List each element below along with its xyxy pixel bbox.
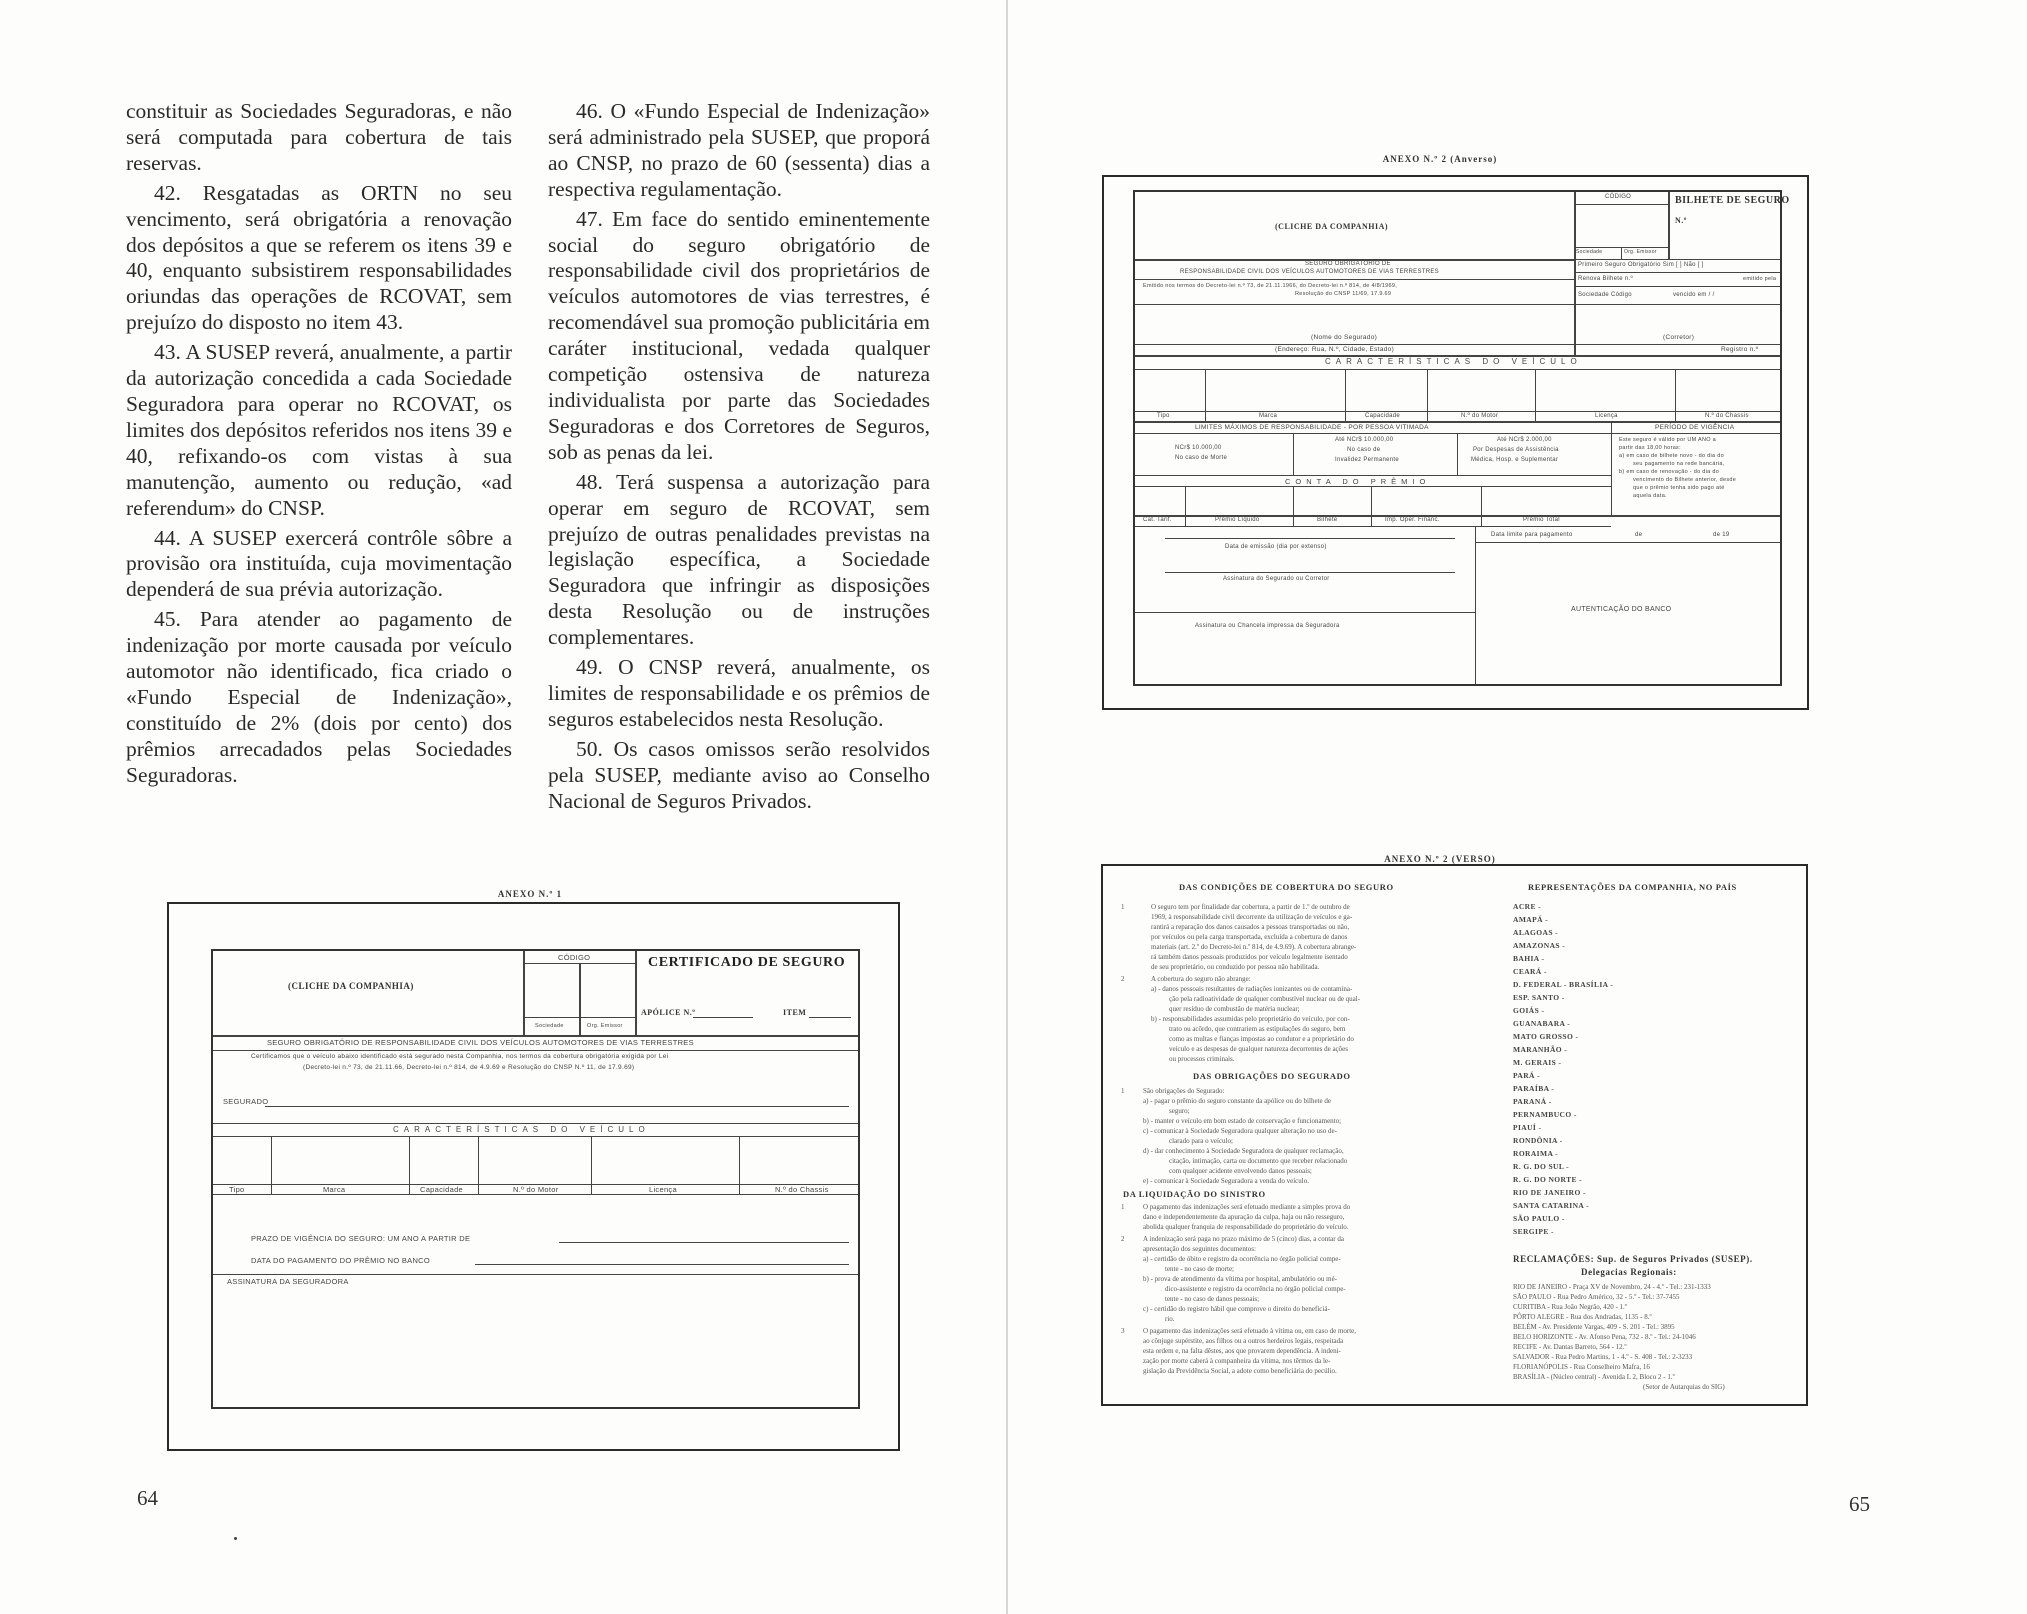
obrigacoes-line: com qualquer acidente envolvendo danos pessoais; — [1169, 1167, 1312, 1175]
responsabilidade-civil: RESPONSABILIDADE CIVIL DOS VEÍCULOS AUTOMOTORES DE VIAS TERRESTRES — [1180, 269, 1439, 275]
state-guanabara: GUANABARA - — [1513, 1019, 1571, 1028]
rule — [1371, 486, 1372, 526]
vigencia-text-4: seu pagamento na rede bancária, — [1633, 461, 1725, 467]
paragraph-50: 50. Os casos omissos serão resolvidos pela SUSEP, mediante aviso ao Conselho Nacional de Seguros Privados. — [548, 736, 930, 813]
col-licenca: Licença — [1595, 413, 1618, 419]
rule — [1135, 433, 1611, 434]
delegacia-line: RECIFE - Av. Dantas Barreto, 564 - 12.º — [1513, 1343, 1627, 1351]
col-marca: Marca — [323, 1185, 346, 1194]
rule — [1675, 369, 1676, 421]
col-chassis: N.º do Chassis — [1705, 413, 1749, 419]
obrigacoes-line: São obrigações do Segurado: — [1143, 1087, 1225, 1095]
rule — [1293, 433, 1294, 475]
paragraph-46: 46. O «Fundo Especial de Indenização» será administrado pela SUSEP, que proporá ao CNSP, no prazo de 60 (sessenta) dias a respectiva regulamentação. — [548, 99, 930, 201]
rule — [739, 1136, 740, 1194]
paragraph-42: 42. Resgatadas as ORTN no seu vencimento, será obrigatória a renovação dos depósitos a que se referem os itens 39 e 40, enquanto subsistirem responsabilidades oriundas das operações de RCOVAT, sem prejuízo do disposto no item 43. — [126, 180, 512, 335]
obrigacoes-line: seguro; — [1169, 1107, 1190, 1115]
state-amapa: AMAPÁ - — [1513, 915, 1549, 924]
bilhete-title: BILHETE DE SEGURO — [1675, 195, 1790, 206]
limite-morte-valor: NCr$ 10.000,00 — [1175, 445, 1222, 451]
obrigacoes-line: b) - manter o veículo em bom estado de conservação e funcionamento; — [1143, 1117, 1342, 1125]
data-limite-de-19: de 19 — [1713, 532, 1730, 538]
assinatura-segurado-label: Assinatura do Segurado ou Corretor — [1223, 576, 1330, 582]
rule — [1621, 247, 1622, 259]
emitido-pela: emitido pela — [1743, 276, 1777, 282]
vigencia-text-8: aquela data. — [1633, 493, 1667, 499]
rule — [213, 1274, 858, 1275]
rule — [1475, 526, 1476, 684]
state-maranhao: MARANHÃO - — [1513, 1045, 1568, 1054]
rule — [478, 1136, 479, 1194]
segurado-label: SEGURADO — [223, 1097, 269, 1106]
rule — [579, 963, 581, 1035]
emitido-nos-termos: Emitido nos termos do Decreto-lei n.º 73, de 21.11.1966, do Decreto-lei n.º 814, de 4/8/1969, — [1143, 283, 1398, 289]
limite-invalidez-label: No caso de — [1347, 447, 1381, 453]
obrigacoes-line: c) - comunicar à Sociedade Seguradora qualquer alteração no uso de- — [1143, 1127, 1337, 1135]
clause-number: 1 — [1121, 903, 1125, 911]
rule — [1135, 344, 1780, 345]
clause-number: 2 — [1121, 975, 1125, 983]
right-page — [1010, 0, 2027, 1614]
vigencia-text-1: Este seguro é válido por UM ANO a — [1619, 437, 1717, 443]
state-parana: PARANÁ - — [1513, 1097, 1552, 1106]
state-alagoas: ALAGOAS - — [1513, 928, 1559, 937]
data-pagamento-line — [475, 1264, 849, 1265]
delegacia-line: RIO DE JANEIRO - Praça XV de Novembro, 24 - 4.º - Tel.: 231-1333 — [1513, 1283, 1711, 1291]
page-number-right: 65 — [1849, 1492, 1870, 1516]
rule — [1475, 542, 1780, 543]
cobertura-line: O seguro tem por finalidade dar cobertura, a partir de 1.º de outubro de — [1151, 903, 1350, 911]
cobertura-heading: DAS CONDIÇÕES DE COBERTURA DO SEGURO — [1179, 882, 1394, 892]
corretor-label: (Corretor) — [1663, 334, 1695, 341]
delegacia-line: BELÉM - Av. Presidente Vargas, 409 - S. 201 - Tel.: 3895 — [1513, 1323, 1675, 1331]
state-distrito-federal: D. FEDERAL - BRASÍLIA - — [1513, 980, 1614, 989]
liquidacao-line: zação por morte caberá à companheira da vítima, nos têrmos da le- — [1143, 1357, 1331, 1365]
prazo-line — [559, 1242, 849, 1243]
rule — [213, 1050, 858, 1051]
rule — [1535, 369, 1536, 421]
state-roraima: RORAIMA - — [1513, 1149, 1559, 1158]
delegacia-line: FLORIANÓPOLIS - Rua Conselheiro Mafra, 16 — [1513, 1363, 1650, 1371]
rule — [1135, 612, 1475, 613]
bilhete-inner-frame — [1133, 190, 1790, 686]
clause-number: 1 — [1121, 1203, 1125, 1211]
rule — [409, 1136, 410, 1194]
state-bahia: BAHIA - — [1513, 954, 1545, 963]
state-minas-gerais: M. GERAIS - — [1513, 1058, 1562, 1067]
cobertura-line: ou processos criminais. — [1169, 1055, 1235, 1063]
liquidacao-line: c) - certidão do registro hábil que comprove o direito do beneficiá- — [1143, 1305, 1330, 1313]
rule — [213, 1194, 858, 1195]
liquidacao-line: gislação da Previdência Social, a adote como beneficiária do pecúlio. — [1143, 1367, 1337, 1375]
state-para: PARÁ - — [1513, 1071, 1541, 1080]
text-column-1 — [126, 99, 512, 793]
reclamacoes-heading: RECLAMAÇÕES: Sup. de Seguros Privados (SUSEP). — [1513, 1254, 1753, 1264]
cobertura-line: A cobertura do seguro não abrange: — [1151, 975, 1251, 983]
sociedade-codigo: Sociedade Código — [1578, 292, 1632, 298]
rule — [1574, 259, 1780, 260]
item-line — [809, 1017, 851, 1018]
limites-header: LIMITES MÁXIMOS DE RESPONSABILIDADE - POR PESSOA VITIMADA — [1195, 424, 1429, 431]
cobertura-line: por veículos ou pela carga transportada, excluída a cobertura de danos — [1151, 933, 1348, 941]
clause-number: 1 — [1121, 1087, 1125, 1095]
rule — [1135, 279, 1576, 280]
rule — [1574, 272, 1780, 273]
anexo1-certificate-form — [167, 902, 900, 1451]
certificate-title: CERTIFICADO DE SEGURO — [648, 955, 846, 970]
liquidacao-line: A indenização será paga no prazo máximo de 5 (cinco) dias, a contar da — [1143, 1235, 1344, 1243]
state-acre: ACRE - — [1513, 902, 1542, 911]
rule — [1481, 486, 1482, 526]
state-espirito-santo: ESP. SANTO - — [1513, 993, 1565, 1002]
clause-number: 2 — [1121, 1235, 1125, 1243]
endereco-label: (Endereço: Rua, N.º, Cidade, Estado) — [1275, 346, 1395, 353]
rule — [1293, 486, 1294, 526]
caracteristicas-header: CARACTERÍSTICAS DO VEÍCULO — [1325, 357, 1582, 366]
vigencia-text-3: a) em caso de bilhete novo - do dia do — [1619, 453, 1724, 459]
liquidacao-line: rio. — [1165, 1315, 1175, 1323]
data-limite-label: Data limite para pagamento — [1491, 532, 1573, 538]
paragraph: constituir as Sociedades Seguradoras, e não será computada para cobertura de tais reservas. — [126, 99, 512, 175]
org-emissor-label: Org. Emissor — [587, 1023, 623, 1029]
state-goias: GOIÁS - — [1513, 1006, 1545, 1015]
renova-bilhete: Renova Bilhete n.º — [1578, 276, 1633, 282]
cobertura-line: a) - danos pessoais resultantes de radiações ionizantes ou de contamina- — [1151, 985, 1353, 993]
cobertura-line: quer resíduo de combustão de matéria nuclear; — [1169, 1005, 1300, 1013]
limite-despesas-label: Por Despesas de Assistência — [1473, 447, 1559, 453]
vigencia-text-5: b) em caso de renovação - do dia do — [1619, 469, 1720, 475]
paragraph-43: 43. A SUSEP reverá, anualmente, a partir da autorização concedida a cada Sociedade Seguradora para operar no RCOVAT, os limites dos depósitos referidos nos itens 39 e 40, refixando-os com vistas à sua manutenção, aumento ou redução, «ad referendum» do CNSP. — [126, 340, 512, 520]
codigo-label: CÓDIGO — [1605, 194, 1632, 200]
rule — [1457, 433, 1458, 475]
state-rio-grande-do-norte: R. G. DO NORTE - — [1513, 1175, 1583, 1184]
rule — [1135, 369, 1780, 370]
sociedade-label: Sociedade — [535, 1023, 564, 1029]
cobertura-line: como as multas e fianças impostas ao condutor e a proprietário do — [1169, 1035, 1354, 1043]
cobertura-line: rá também danos pessoais produzidos por veículo legalmente isentado — [1151, 953, 1348, 961]
emissao-line — [1165, 538, 1455, 539]
liquidacao-line: dano e independentemente da apuração da culpa, haja ou não resseguro, — [1143, 1213, 1345, 1221]
col-capacidade: Capacidade — [1365, 413, 1401, 419]
state-paraiba: PARAÍBA - — [1513, 1084, 1555, 1093]
decreto-text: (Decreto-lei n.º 73, de 21.11.66, Decreto-lei n.º 814, de 4.9.69 e Resolução do CNSP N.º 11, de 17.9.69) — [303, 1064, 635, 1071]
rule — [1574, 192, 1576, 357]
cobertura-line: materiais (art. 2.º do Decreto-lei n.º 814, de 4.9.69). A cobertura abrange- — [1151, 943, 1357, 951]
rule — [523, 1017, 635, 1018]
conta-premio-header: CONTA DO PRÊMIO — [1285, 477, 1431, 486]
col-tipo: Tipo — [1157, 413, 1170, 419]
resolucao-cnsp: Resolução do CNSP 11/69, 17.9.69 — [1295, 291, 1392, 297]
state-rio-grande-do-sul: R. G. DO SUL - — [1513, 1162, 1570, 1171]
state-rio-de-janeiro: RIO DE JANEIRO - — [1513, 1188, 1586, 1197]
delegacia-line: BELO HORIZONTE - Av. Afonso Pena, 732 - 8.º - Tel.: 24-1046 — [1513, 1333, 1696, 1341]
cobertura-line: veículo e as despesas de qualquer natureza decorrentes de ações — [1169, 1045, 1348, 1053]
limite-morte-label: No caso de Morte — [1175, 455, 1228, 461]
liquidacao-line: apresentação dos seguintes documentos: — [1143, 1245, 1256, 1253]
cobertura-line: rantirá a reparação dos danos causados a pessoas transportadas ou não, — [1151, 923, 1350, 931]
col-motor: N.º do Motor — [1461, 413, 1499, 419]
liquidacao-line: dico-assistente e registro da ocorrência no órgão policial compe- — [1165, 1285, 1346, 1293]
liquidacao-line: tente - no caso de danos pessoais; — [1165, 1295, 1260, 1303]
col-premio-liquido: Prêmio Líquido — [1215, 517, 1260, 523]
item-label: ITEM — [783, 1008, 807, 1017]
codigo-label: CÓDIGO — [558, 953, 591, 962]
col-marca: Marca — [1259, 413, 1278, 419]
state-sergipe: SERGIPE - — [1513, 1227, 1554, 1236]
col-capacidade: Capacidade — [420, 1185, 464, 1194]
liquidacao-line: a) - certidão de óbito e registro da ocorrência no órgão policial compe- — [1143, 1255, 1341, 1263]
certificate-inner-frame — [211, 949, 860, 1409]
certificamos-text: Certificamos que o veículo abaixo identificado está segurado nesta Companhia, nos termos da cobertura obrigatória exigida por Lei — [251, 1053, 669, 1060]
col-cat-tarif: Cat. Tarif. — [1143, 517, 1172, 523]
delegacia-line: PÔRTO ALEGRE - Rua dos Andradas, 1135 - 8.º — [1513, 1313, 1652, 1321]
seguro-line: SEGURO OBRIGATÓRIO DE RESPONSABILIDADE CIVIL DOS VEÍCULOS AUTOMOTORES DE VIAS TERRESTRES — [267, 1038, 694, 1047]
anexo2-verso-form — [1101, 864, 1808, 1406]
rule — [591, 1136, 592, 1194]
state-amazonas: AMAZONAS - — [1513, 941, 1566, 950]
col-motor: N.º do Motor — [513, 1185, 559, 1194]
state-ceara: CEARÁ - — [1513, 967, 1547, 976]
rule — [1185, 486, 1186, 526]
cliche-label: (CLICHE DA COMPANHIA) — [288, 981, 414, 991]
chancela-label: Assinatura ou Chancela impressa da Seguradora — [1195, 623, 1340, 629]
rule — [213, 1035, 858, 1037]
seguro-obrigatorio: SEGURO OBRIGATÓRIO DE — [1305, 261, 1391, 267]
rule — [1345, 369, 1346, 421]
liquidacao-line: tente - no caso de morte; — [1165, 1265, 1235, 1273]
paragraph-49: 49. O CNSP reverá, anualmente, os limites de responsabilidade e os prêmios de seguros estabelecidos nesta Resolução. — [548, 655, 930, 731]
cobertura-line: de seu proprietário, ou conduzido por pessoa não habilitada. — [1151, 963, 1320, 971]
sociedade-label: Sociedade — [1576, 249, 1603, 255]
liquidacao-line: O pagamento das indenizações será efetuado mediante a simples prova do — [1143, 1203, 1351, 1211]
liquidacao-line: abolida qualquer franquia de responsabilidade do proprietário do veículo. — [1143, 1223, 1349, 1231]
delegacias-heading: Delegacias Regionais: — [1581, 1267, 1677, 1277]
org-emissor-label: Org. Emissor — [1624, 249, 1657, 255]
rule — [1135, 421, 1780, 423]
state-rondonia: RONDÔNIA - — [1513, 1136, 1563, 1145]
paragraph-48: 48. Terá suspensa a autorização para operar em seguro de RCOVAT, sem prejuízo de outras penalidades previstas na legislação específica, a Sociedade Seguradora que infringir as disposições desta Resolução ou de instruções complementares. — [548, 469, 930, 650]
caracteristicas-header: CARACTERÍSTICAS DO VEÍCULO — [393, 1125, 650, 1134]
delegacia-line: SÃO PAULO - Rua Pedro Américo, 32 - 5.º - Tel.: 37-7455 — [1513, 1293, 1680, 1301]
rule — [1135, 411, 1780, 412]
rule — [213, 1123, 858, 1124]
text-column-2 — [548, 99, 930, 818]
rule — [1427, 369, 1428, 421]
speck — [234, 1537, 237, 1540]
cobertura-line: ção pela radioatividade de qualquer combustível nuclear ou de qual- — [1169, 995, 1361, 1003]
anexo2-verso-caption: ANEXO N.º 2 (VERSO) — [1384, 854, 1496, 864]
delegacia-line: BRASÍLIA - (Núcleo central) - Avenida L 2, Bloco 2 - 1.º — [1513, 1373, 1675, 1381]
rule — [213, 1136, 858, 1137]
limite-invalidez-valor: Até NCr$ 10.000,00 — [1335, 437, 1394, 443]
cobertura-line: b) - responsabilidades assumidas pelo proprietário do veículo, por con- — [1151, 1015, 1350, 1023]
data-pagamento-label: DATA DO PAGAMENTO DO PRÊMIO NO BANCO — [251, 1256, 431, 1265]
obrigacoes-line: a) - pagar o prêmio do seguro constante da apólice ou do bilhete de — [1143, 1097, 1331, 1105]
apolice-label: APÓLICE N.º — [641, 1008, 696, 1017]
book-gutter — [1006, 0, 1008, 1614]
col-imp-oper: Imp. Oper. Financ. — [1385, 517, 1440, 523]
anexo1-caption: ANEXO N.º 1 — [497, 889, 563, 899]
rule — [1135, 304, 1780, 305]
anexo2-bilhete-form — [1102, 175, 1809, 710]
state-sao-paulo: SÃO PAULO - — [1513, 1214, 1565, 1223]
cliche-label: (CLICHE DA COMPANHIA) — [1275, 222, 1389, 231]
apolice-line — [693, 1017, 753, 1018]
page-number-left: 64 — [137, 1486, 158, 1510]
obrigacoes-line: citação, intimação, carta ou documento que receber relacionado — [1169, 1157, 1348, 1165]
col-licenca: Licença — [649, 1185, 677, 1194]
vigencia-text-6: vencimento do Bilhete anterior, desde — [1633, 477, 1737, 483]
delegacia-line: (Setor de Autarquias do SIG) — [1643, 1383, 1725, 1391]
liquidacao-heading: DA LIQUIDAÇÃO DO SINISTRO — [1123, 1189, 1266, 1199]
col-tipo: Tipo — [229, 1185, 245, 1194]
rule — [1135, 475, 1611, 476]
vigencia-text-7: que o prêmio tenha sido pago até — [1633, 485, 1725, 491]
rule — [1135, 486, 1611, 487]
clause-number: 3 — [1121, 1327, 1125, 1335]
segurado-line — [265, 1106, 849, 1107]
vigencia-text-2: partir das 18,00 horas: — [1619, 445, 1681, 451]
numero-label: N.º — [1675, 216, 1687, 225]
periodo-vigencia-header: PERÍODO DE VIGÊNCIA — [1655, 424, 1735, 431]
paragraph-47: 47. Em face do sentido eminentemente social do seguro obrigatório de responsabilidade civil dos proprietários de veículos automotores de vias terrestres, é recomendável sua promoção publicitária em caráter institucional, vedada qualquer competição ostensiva de natureza individualista por parte das Sociedades Seguradoras e dos Corretores de Seguros, sob as penas da lei. — [548, 206, 930, 464]
cobertura-line: 1969, à responsabilidade civil decorrente da utilização de veículos e ga- — [1151, 913, 1353, 921]
registro-label: Registro n.º — [1721, 346, 1759, 353]
rule — [1611, 433, 1780, 434]
rule — [1668, 192, 1670, 259]
left-page — [0, 0, 1010, 1614]
autenticacao-banco-label: AUTENTICAÇÃO DO BANCO — [1571, 606, 1672, 613]
limite-despesas-label-2: Médica, Hosp. e Suplementar — [1471, 457, 1559, 463]
rule — [1611, 485, 1612, 515]
delegacia-line: CURITIBA - Rua João Negrão, 420 - 1.º — [1513, 1303, 1627, 1311]
assinatura-seguradora-label: ASSINATURA DA SEGURADORA — [227, 1277, 349, 1286]
obrigacoes-heading: DAS OBRIGAÇÕES DO SEGURADO — [1193, 1071, 1351, 1081]
obrigacoes-line: d) - dar conhecimento à Sociedade Seguradora de qualquer reclamação, — [1143, 1147, 1344, 1155]
paragraph-44: 44. A SUSEP exercerá contrôle sôbre a provisão ora instituída, cuja movimentação dependerá de sua prévia autorização. — [126, 525, 512, 602]
rule — [1205, 369, 1206, 421]
col-chassis: N.º do Chassis — [775, 1185, 829, 1194]
rule — [523, 963, 635, 964]
assinatura-line — [1165, 572, 1455, 573]
liquidacao-line: esta ordem e, na falta dêstes, aos que provarem dependência. A indeni- — [1143, 1347, 1341, 1355]
nome-segurado: (Nome do Segurado) — [1311, 334, 1378, 341]
limite-invalidez-label-2: Invalidez Permanente — [1335, 457, 1400, 463]
state-mato-grosso: MATO GROSSO - — [1513, 1032, 1579, 1041]
rule — [635, 951, 637, 1035]
prazo-label: PRAZO DE VIGÊNCIA DO SEGURO: UM ANO A PARTIR DE — [251, 1234, 471, 1243]
liquidacao-line: O pagamento das indenizações será efetuado à vítima ou, em caso de morte, — [1143, 1327, 1357, 1335]
cobertura-line: trato ou acôrdo, que contrariem as estipulações do seguro, bem — [1169, 1025, 1346, 1033]
liquidacao-line: b) - prova de atendimento da vítima por hospital, ambulatório ou mé- — [1143, 1275, 1338, 1283]
delegacia-line: SALVADOR - Rua Pedro Martins, 1 - 4.º - S. 408 - Tel.: 2-3233 — [1513, 1353, 1693, 1361]
representacoes-heading: REPRESENTAÇÕES DA COMPANHIA, NO PAÍS — [1528, 882, 1737, 892]
primeiro-seguro: Primeiro Seguro Obrigatório Sim [ ] Não [ ] — [1578, 262, 1704, 268]
col-premio-total: Prêmio Total — [1523, 517, 1560, 523]
obrigacoes-line: clarado para o veículo; — [1169, 1137, 1233, 1145]
state-pernambuco: PERNAMBUCO - — [1513, 1110, 1577, 1119]
liquidacao-line: ao cônjuge supérstite, aos filhos ou a outros herdeiros legais, respeitada — [1143, 1337, 1344, 1345]
col-bilhete: Bilhete — [1317, 517, 1338, 523]
paragraph-45: 45. Para atender ao pagamento de indenização por morte causada por veículo automotor não identificado, fica criado o «Fundo Especial de Indenização», constituído de 2% (dois por cento) dos prêmios arrecadados pelas Sociedades Seguradoras. — [126, 607, 512, 787]
rule — [271, 1136, 272, 1194]
rule — [1574, 286, 1780, 287]
limite-despesas-valor: Até NCr$ 2.000,00 — [1497, 437, 1552, 443]
obrigacoes-line: e) - comunicar à Sociedade Seguradora a venda do veículo. — [1143, 1177, 1309, 1185]
data-limite-de: de — [1635, 532, 1643, 538]
anexo2-anverso-caption: ANEXO N.º 2 (Anverso) — [1382, 154, 1498, 164]
rule — [1135, 526, 1611, 527]
state-piaui: PIAUÍ - — [1513, 1123, 1542, 1132]
data-emissao-label: Data de emissão (dia por extenso) — [1225, 544, 1327, 550]
state-santa-catarina: SANTA CATARINA - — [1513, 1201, 1589, 1210]
rule — [1574, 204, 1668, 205]
vencido-em: vencido em / / — [1673, 292, 1715, 298]
